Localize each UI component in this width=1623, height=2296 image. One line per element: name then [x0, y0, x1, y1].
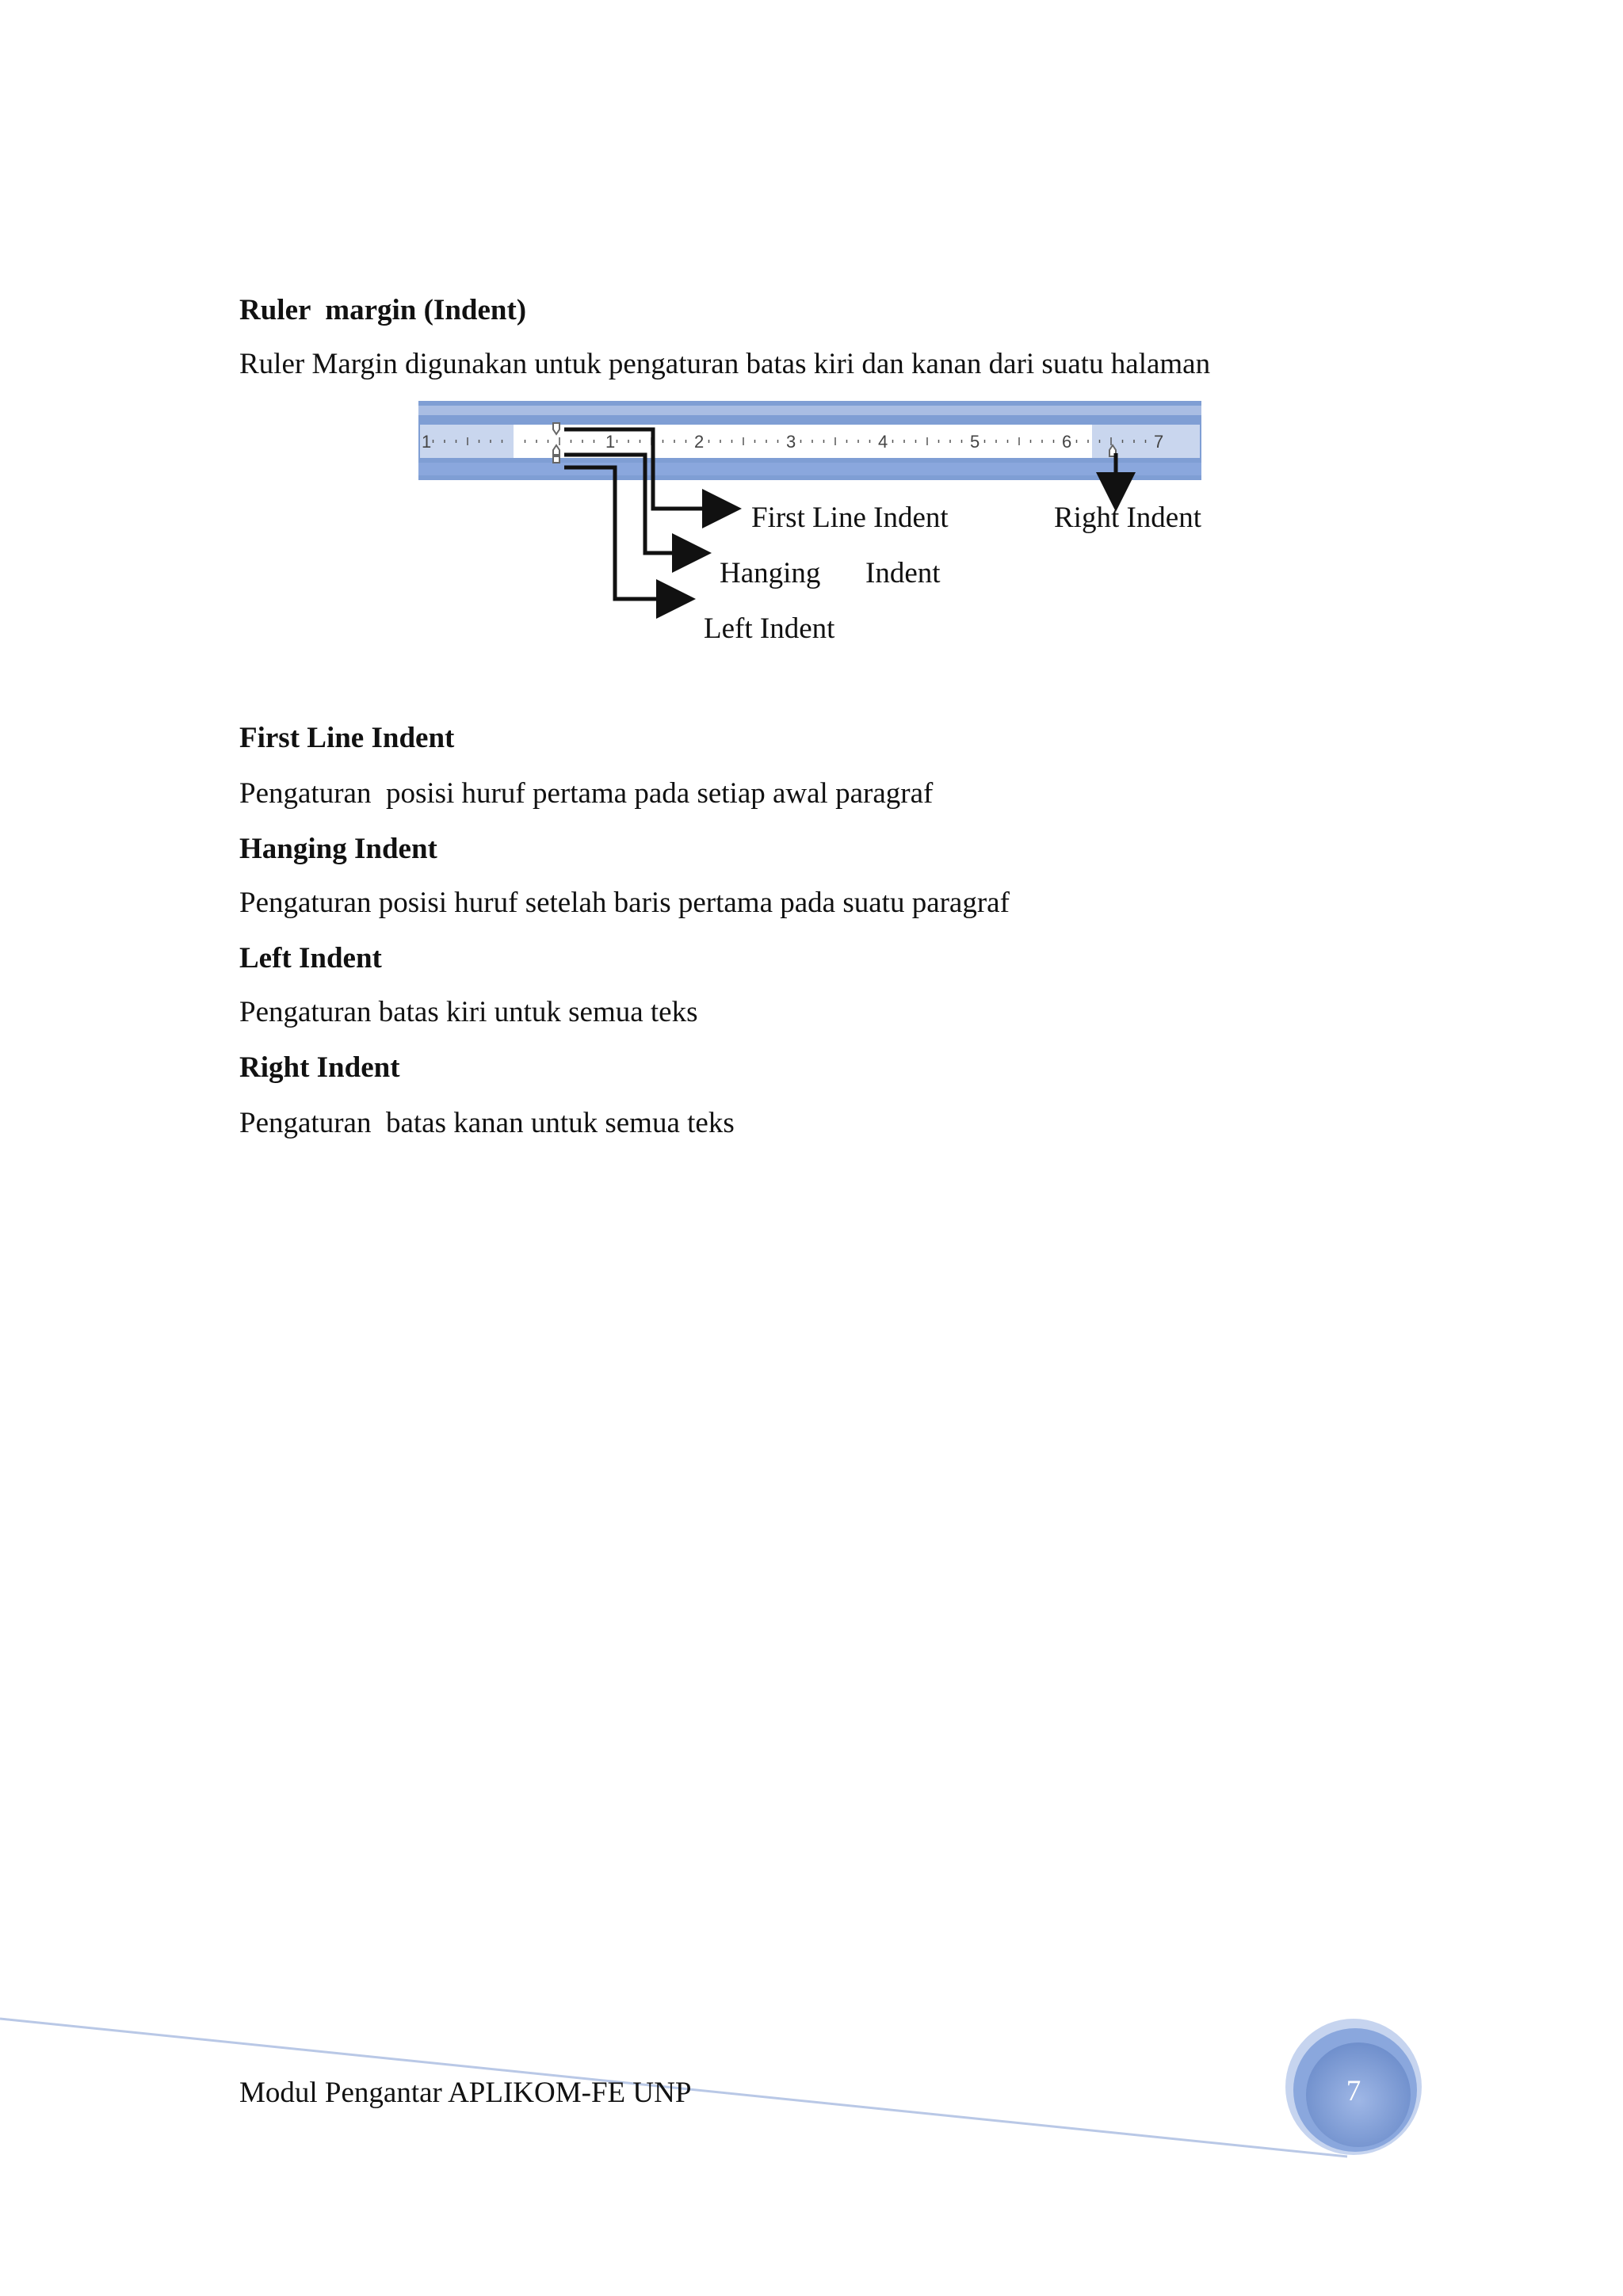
label-hanging: Hanging	[720, 557, 821, 589]
footer-text: Modul Pengantar APLIKOM-FE UNP	[239, 2077, 692, 2109]
ruler-graphic	[418, 401, 1201, 480]
section-heading: Ruler margin (Indent)	[239, 294, 527, 326]
ruler-bottom-band	[418, 463, 1201, 475]
ruler-number: 1	[422, 432, 432, 452]
ruler-number: 4	[878, 432, 888, 452]
term-right-indent: Right Indent	[239, 1051, 400, 1084]
term-left-indent: Left Indent	[239, 942, 382, 974]
desc-first-line-indent: Pengaturan posisi huruf pertama pada setiap awal paragraf	[239, 777, 934, 810]
ruler-number: 2	[694, 432, 705, 452]
ruler-number: 3	[786, 432, 796, 452]
label-hanging-indent: Indent	[865, 557, 941, 589]
page-number: 7	[1346, 2075, 1361, 2107]
ruler-number: 5	[970, 432, 980, 452]
ruler-figure	[418, 401, 1201, 480]
ruler-number: 7	[1154, 432, 1164, 452]
term-hanging-indent: Hanging Indent	[239, 833, 437, 865]
desc-right-indent: Pengaturan batas kanan untuk semua teks	[239, 1107, 735, 1139]
label-first-line-indent: First Line Indent	[751, 502, 949, 534]
label-right-indent: Right Indent	[1054, 502, 1202, 534]
ruler-number: 6	[1062, 432, 1072, 452]
desc-left-indent: Pengaturan batas kiri untuk semua teks	[239, 996, 698, 1028]
ruler-top-band	[418, 406, 1201, 415]
term-first-line-indent: First Line Indent	[239, 722, 455, 754]
left-indent-marker[interactable]	[553, 456, 559, 463]
section-intro: Ruler Margin digunakan untuk pengaturan batas kiri dan kanan dari suatu halaman	[239, 348, 1211, 380]
ruler-white-area	[514, 425, 1092, 458]
left-indent-arrow	[564, 467, 688, 599]
ruler-number: 1	[605, 432, 616, 452]
desc-hanging-indent: Pengaturan posisi huruf setelah baris pertama pada suatu paragraf	[239, 887, 1010, 919]
label-left-indent: Left Indent	[704, 612, 835, 645]
